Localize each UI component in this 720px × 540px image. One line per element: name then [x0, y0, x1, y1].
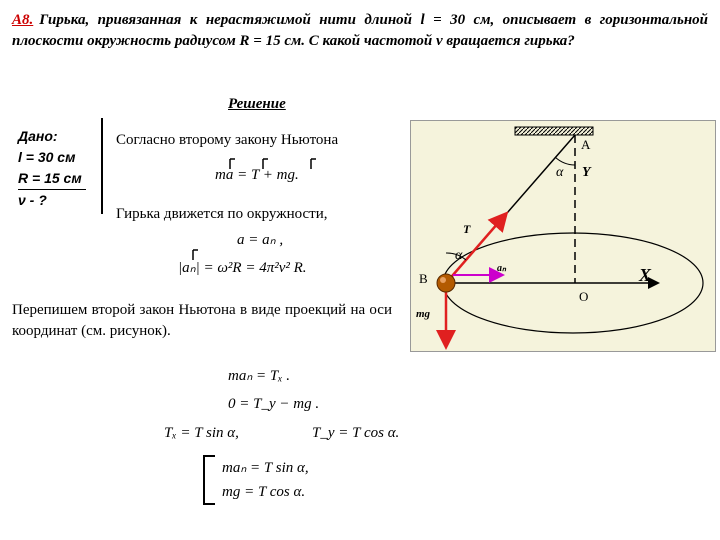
ball-highlight	[440, 277, 446, 283]
given-unknown: ν - ?	[18, 192, 47, 208]
angle-arc-top	[555, 157, 575, 165]
system-bracket	[203, 455, 215, 505]
formula-newton	[215, 167, 299, 184]
weight-ball	[437, 274, 455, 292]
label-mg: mg	[416, 308, 431, 320]
formula-system-1: maₙ = T sin α,	[222, 460, 309, 476]
ceiling	[515, 127, 593, 135]
label-an: aₙ	[497, 263, 506, 274]
given-l: l = 30 см	[18, 149, 76, 165]
formula-accel: a = aₙ ,	[237, 232, 284, 248]
problem-text: Гирька, привязанная к нерастяжимой нити длиной l = 30 см, описывает в горизонтальной плоскости окружность радиусом R = 15 см. С какой частотой ν вращается гирька?	[12, 12, 708, 49]
formula-newton-text: ma = T + mg.	[215, 167, 299, 183]
label-B: B	[419, 271, 428, 286]
label-O: O	[579, 289, 589, 304]
text-circle: Гирька движется по окружности,	[116, 206, 328, 222]
text-rewrite: Перепишем второй закон Ньютона в виде проекций на оси координат (см. рисунок).	[12, 302, 392, 339]
pendulum-diagram	[411, 121, 715, 351]
label-alpha-top: α	[556, 165, 564, 180]
label-alpha-bottom: α	[455, 248, 463, 263]
vector-arrow-an	[188, 248, 208, 262]
given-title: Дано:	[18, 128, 58, 144]
label-A: A	[581, 137, 591, 152]
given-R: R = 15 см	[18, 168, 86, 190]
formula-centripetal-text: |aₙ| = ω²R = 4π²ν² R.	[178, 260, 307, 276]
formula-ty: T_y = T cos α.	[312, 425, 400, 441]
formula-centripetal	[178, 258, 307, 277]
formula-proj-x: maₙ = Tₓ .	[228, 368, 291, 384]
formula-system-2: mg = T cos α.	[222, 484, 306, 500]
label-Y: Y	[582, 165, 591, 180]
problem-statement	[12, 10, 708, 52]
label-T: T	[463, 222, 471, 236]
solution-heading: Решение	[228, 96, 286, 112]
pendulum-figure	[410, 120, 716, 352]
label-X: X	[639, 265, 652, 285]
given-divider	[101, 118, 103, 214]
formula-proj-y: 0 = T_y − mg .	[228, 396, 320, 412]
problem-number: А8.	[12, 12, 34, 28]
given-block	[18, 126, 86, 211]
formula-tx: Tₓ = T sin α,	[164, 425, 239, 441]
vector-arrows	[213, 155, 353, 181]
text-newton: Согласно второму закону Ньютона	[116, 132, 339, 148]
